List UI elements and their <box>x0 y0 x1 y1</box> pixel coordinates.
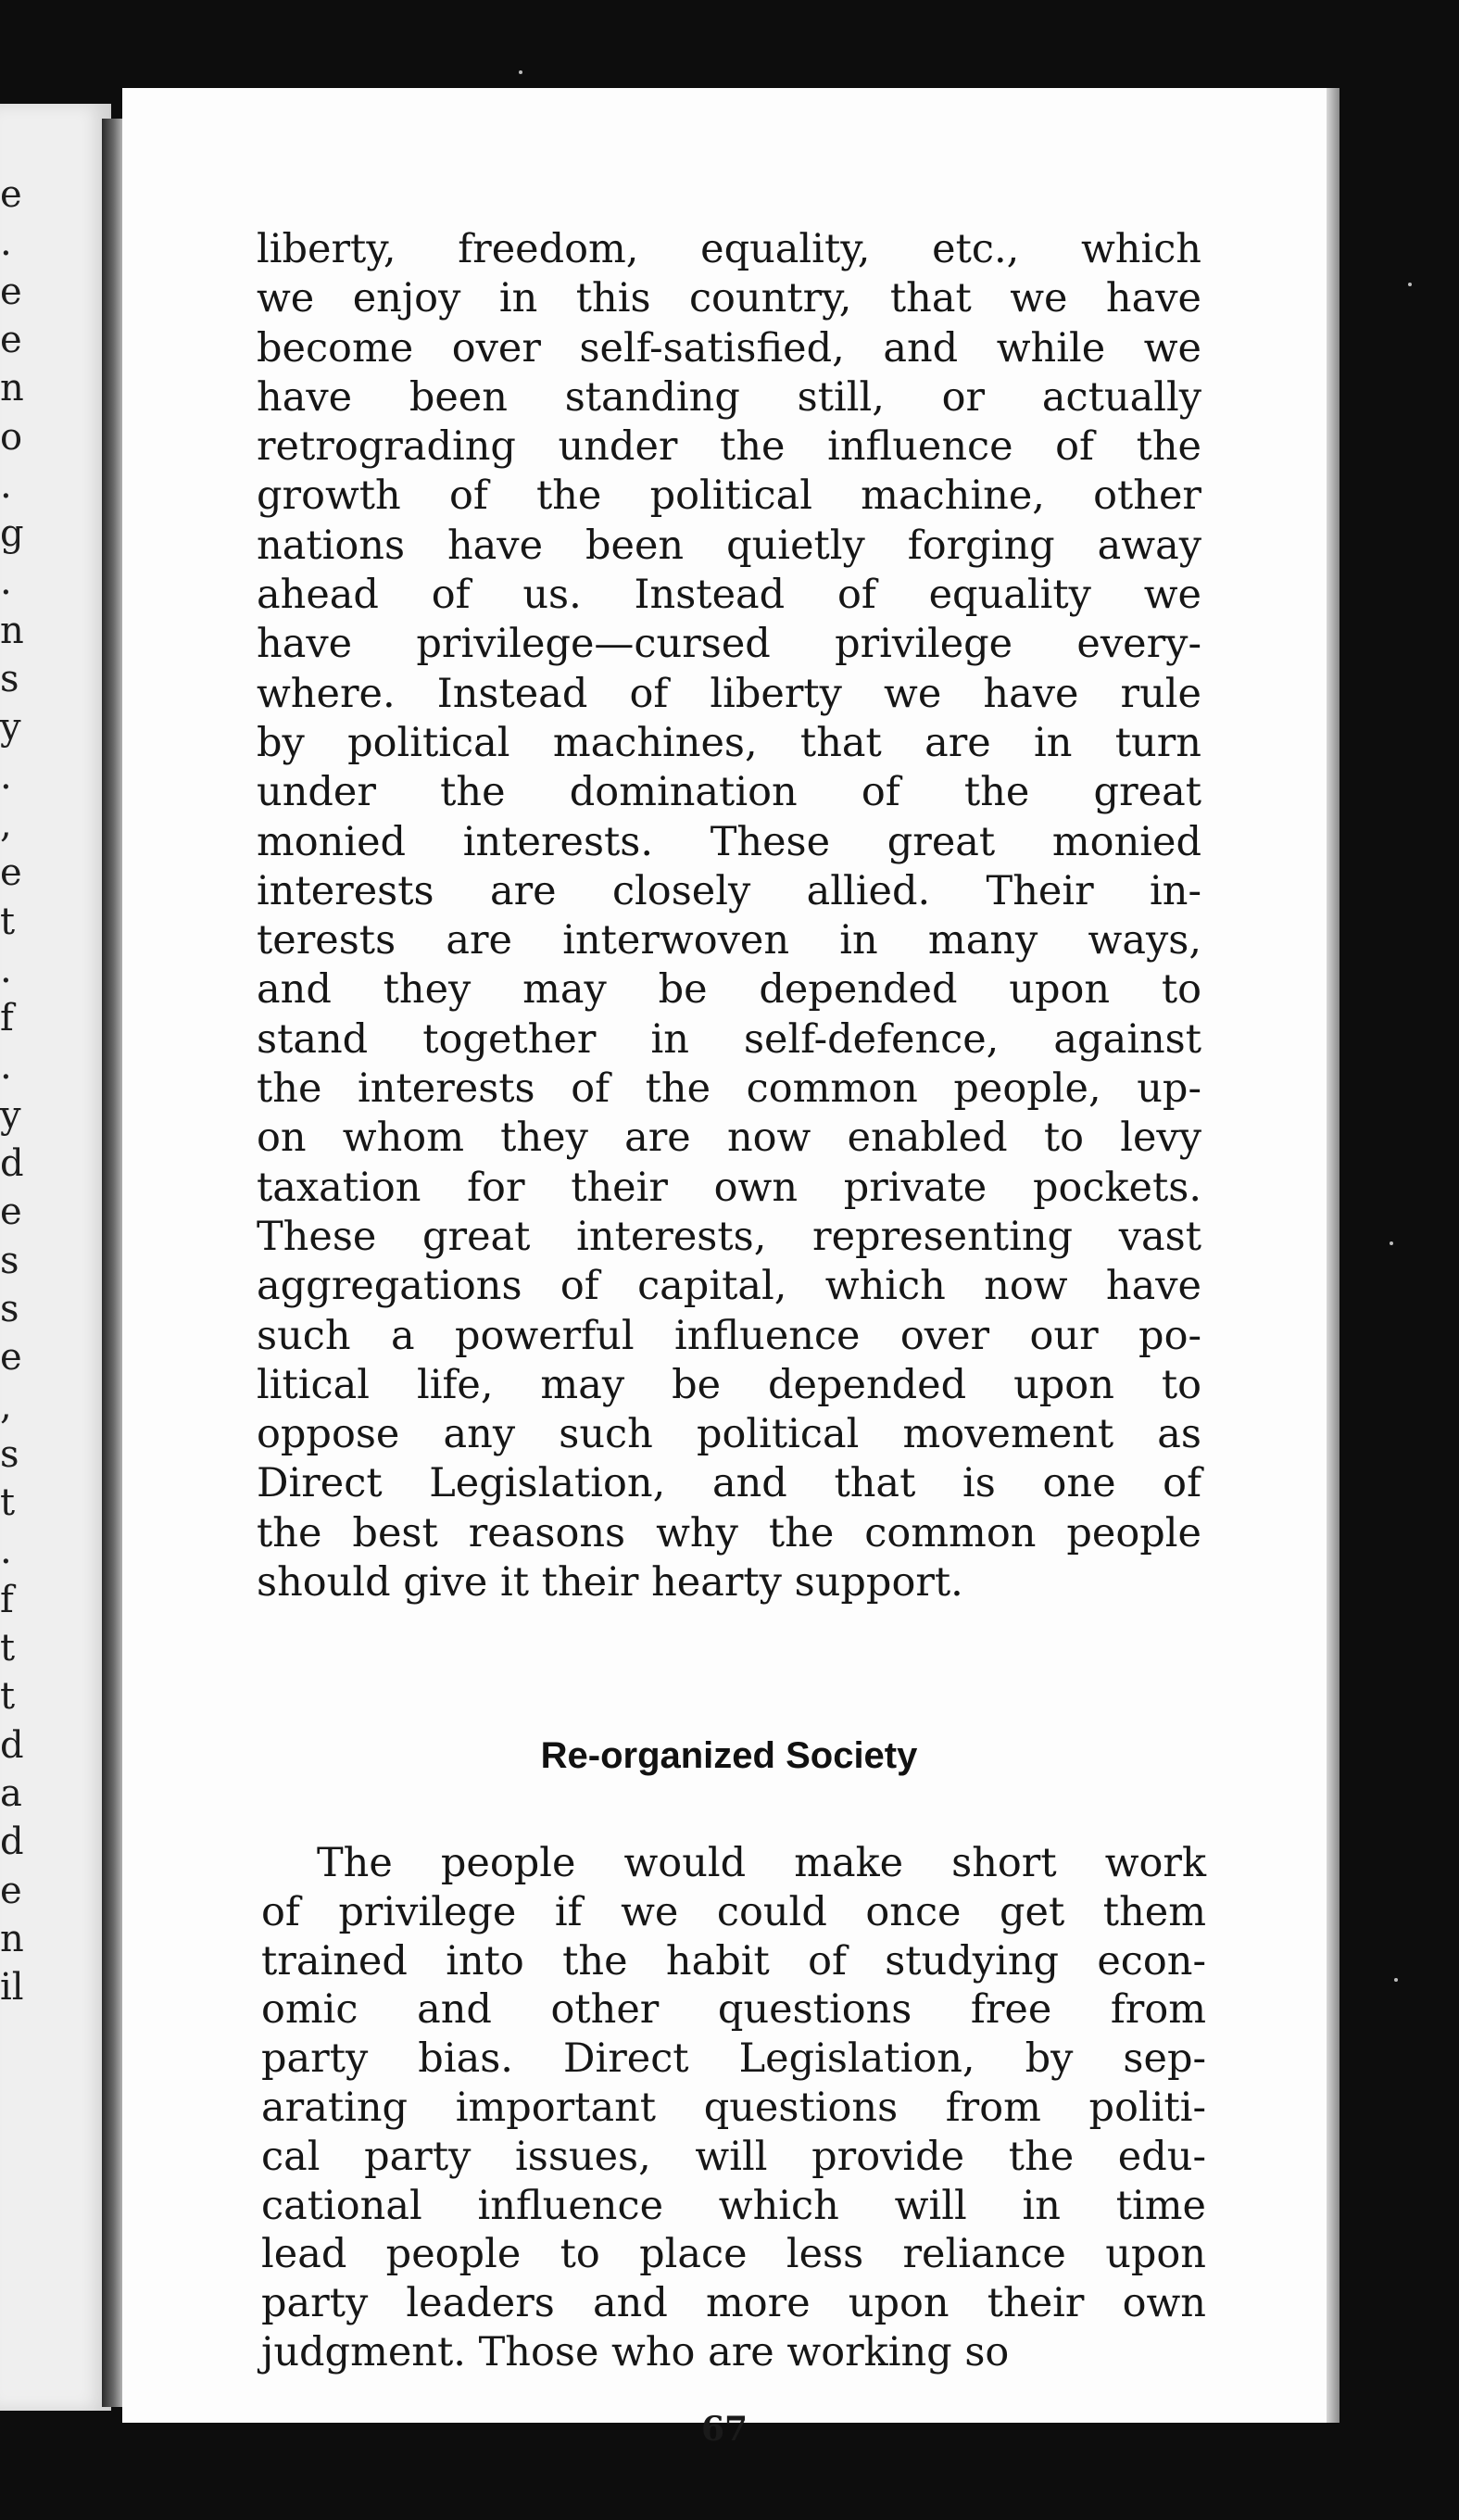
text-line: retrograding under the influence of the <box>257 423 1201 471</box>
dust-speck <box>519 70 522 74</box>
facing-page-fragment: t <box>0 1627 16 1670</box>
text-line: These great interests, representing vast <box>257 1213 1201 1260</box>
facing-page-fragment: e <box>0 1336 22 1380</box>
facing-page-fragment: t <box>0 900 16 943</box>
text-line: liberty, freedom, equality, etc., which <box>257 226 1201 272</box>
facing-page-fragment: e <box>0 1869 22 1912</box>
book-page <box>122 88 1327 2449</box>
facing-page-fragment: e <box>0 270 22 313</box>
text-line: the interests of the common people, up- <box>257 1065 1201 1113</box>
text-line: omic and other questions free from <box>261 1986 1206 2034</box>
paragraph-2 <box>261 1839 1206 2377</box>
text-line: monied interests. These great monied <box>257 818 1201 865</box>
text-line: litical life, may be depended upon to <box>257 1361 1201 1408</box>
text-line: have privilege—cursed privilege every- <box>257 621 1201 668</box>
facing-page-fragment: s <box>0 1287 19 1330</box>
text-line: on whom they are now enabled to levy <box>257 1115 1201 1162</box>
facing-page-fragment: d <box>0 1821 24 1864</box>
text-line: and they may be depended upon to <box>257 966 1201 1014</box>
facing-page-fragment: , <box>0 1384 12 1428</box>
text-line: stand together in self-defence, against <box>257 1015 1201 1063</box>
facing-page-fragment: y <box>0 1093 21 1137</box>
facing-page-fragment: d <box>0 1142 24 1185</box>
text-line: interests are closely allied. Their in- <box>257 867 1201 914</box>
facing-page-fragment: . <box>0 948 12 991</box>
text-line: such a powerful influence over our po- <box>257 1312 1201 1359</box>
facing-page-fragment: f <box>0 997 14 1040</box>
facing-page-fragment: n <box>0 367 24 410</box>
facing-page-fragment: a <box>0 1771 22 1815</box>
page-number: 67 <box>700 2410 748 2449</box>
facing-page-fragment: s <box>0 1239 19 1282</box>
facing-page-fragment: . <box>0 561 12 604</box>
facing-page-fragment: t <box>0 1481 16 1525</box>
facing-page-fragment: e <box>0 318 22 361</box>
facing-page-fragment: il <box>0 1966 24 2010</box>
text-line: have been standing still, or actually <box>257 373 1201 421</box>
text-line: trained into the habit of studying econ- <box>261 1937 1206 1984</box>
facing-page-fragment: s <box>0 1432 19 1476</box>
facing-page-fragment: . <box>0 1530 12 1573</box>
text-line: taxation for their own private pockets. <box>257 1164 1201 1211</box>
facing-page-fragment: n <box>0 1917 24 1960</box>
text-line: aggregations of capital, which now have <box>257 1263 1201 1310</box>
facing-page-fragment: e <box>0 851 22 895</box>
text-line: lead people to place less reliance upon <box>261 2231 1206 2278</box>
text-line: we enjoy in this country, that we have <box>257 275 1201 322</box>
text-line: oppose any such political movement as <box>257 1411 1201 1458</box>
text-line: should give it their hearty support. <box>257 1559 963 1606</box>
facing-page-fragment: d <box>0 1723 24 1767</box>
facing-page-fragment: . <box>0 1045 12 1089</box>
text-line: judgment. Those who are working so <box>261 2328 1010 2375</box>
facing-page-fragment: o <box>0 415 23 459</box>
facing-page-fragment: t <box>0 1675 16 1719</box>
facing-page-fragment: . <box>0 221 12 265</box>
text-line: nations have been quietly forging away <box>257 522 1201 569</box>
facing-page-fragment: . <box>0 754 12 798</box>
text-line: become over self-satisfied, and while we <box>257 324 1201 372</box>
text-line: under the domination of the great <box>257 769 1201 816</box>
facing-page-fragment: e <box>0 1191 22 1234</box>
facing-page-edge <box>0 104 111 2411</box>
text-line: the best reasons why the common people <box>257 1509 1201 1556</box>
text-line: of privilege if we could once get them <box>261 1888 1206 1935</box>
text-line: cational influence which will in time <box>261 2182 1206 2229</box>
facing-page-fragment: n <box>0 609 24 652</box>
text-line: party bias. Direct Legislation, by sep- <box>261 2035 1206 2083</box>
text-line: growth of the political machine, other <box>257 472 1201 520</box>
section-heading: Re-organized Society <box>540 1735 918 1776</box>
text-line: arating important questions from politi- <box>261 2084 1206 2131</box>
facing-page-fragment: s <box>0 658 19 700</box>
dust-speck <box>1408 283 1412 286</box>
text-line: cal party issues, will provide the edu- <box>261 2133 1206 2180</box>
facing-page-fragment: f <box>0 1578 14 1621</box>
text-line: The people would make short work <box>317 1840 1206 1886</box>
facing-page-fragment: e <box>0 173 22 216</box>
text-line: terests are interwoven in many ways, <box>257 917 1201 964</box>
text-line: by political machines, that are in turn <box>257 719 1201 766</box>
page-edge <box>1327 88 1340 2423</box>
text-line: where. Instead of liberty we have rule <box>257 670 1201 717</box>
facing-page-fragment: . <box>0 463 12 507</box>
text-line: Direct Legislation, and that is one of <box>257 1460 1201 1507</box>
facing-page-fragment: g <box>0 512 24 556</box>
dust-speck <box>1390 1241 1393 1245</box>
paragraph-1 <box>257 225 1201 1607</box>
facing-page-fragment: , <box>0 802 12 846</box>
facing-page-fragment: y <box>0 706 21 750</box>
text-line: ahead of us. Instead of equality we <box>257 572 1201 619</box>
text-line: party leaders and more upon their own <box>261 2280 1206 2327</box>
dust-speck <box>1394 1978 1398 1982</box>
